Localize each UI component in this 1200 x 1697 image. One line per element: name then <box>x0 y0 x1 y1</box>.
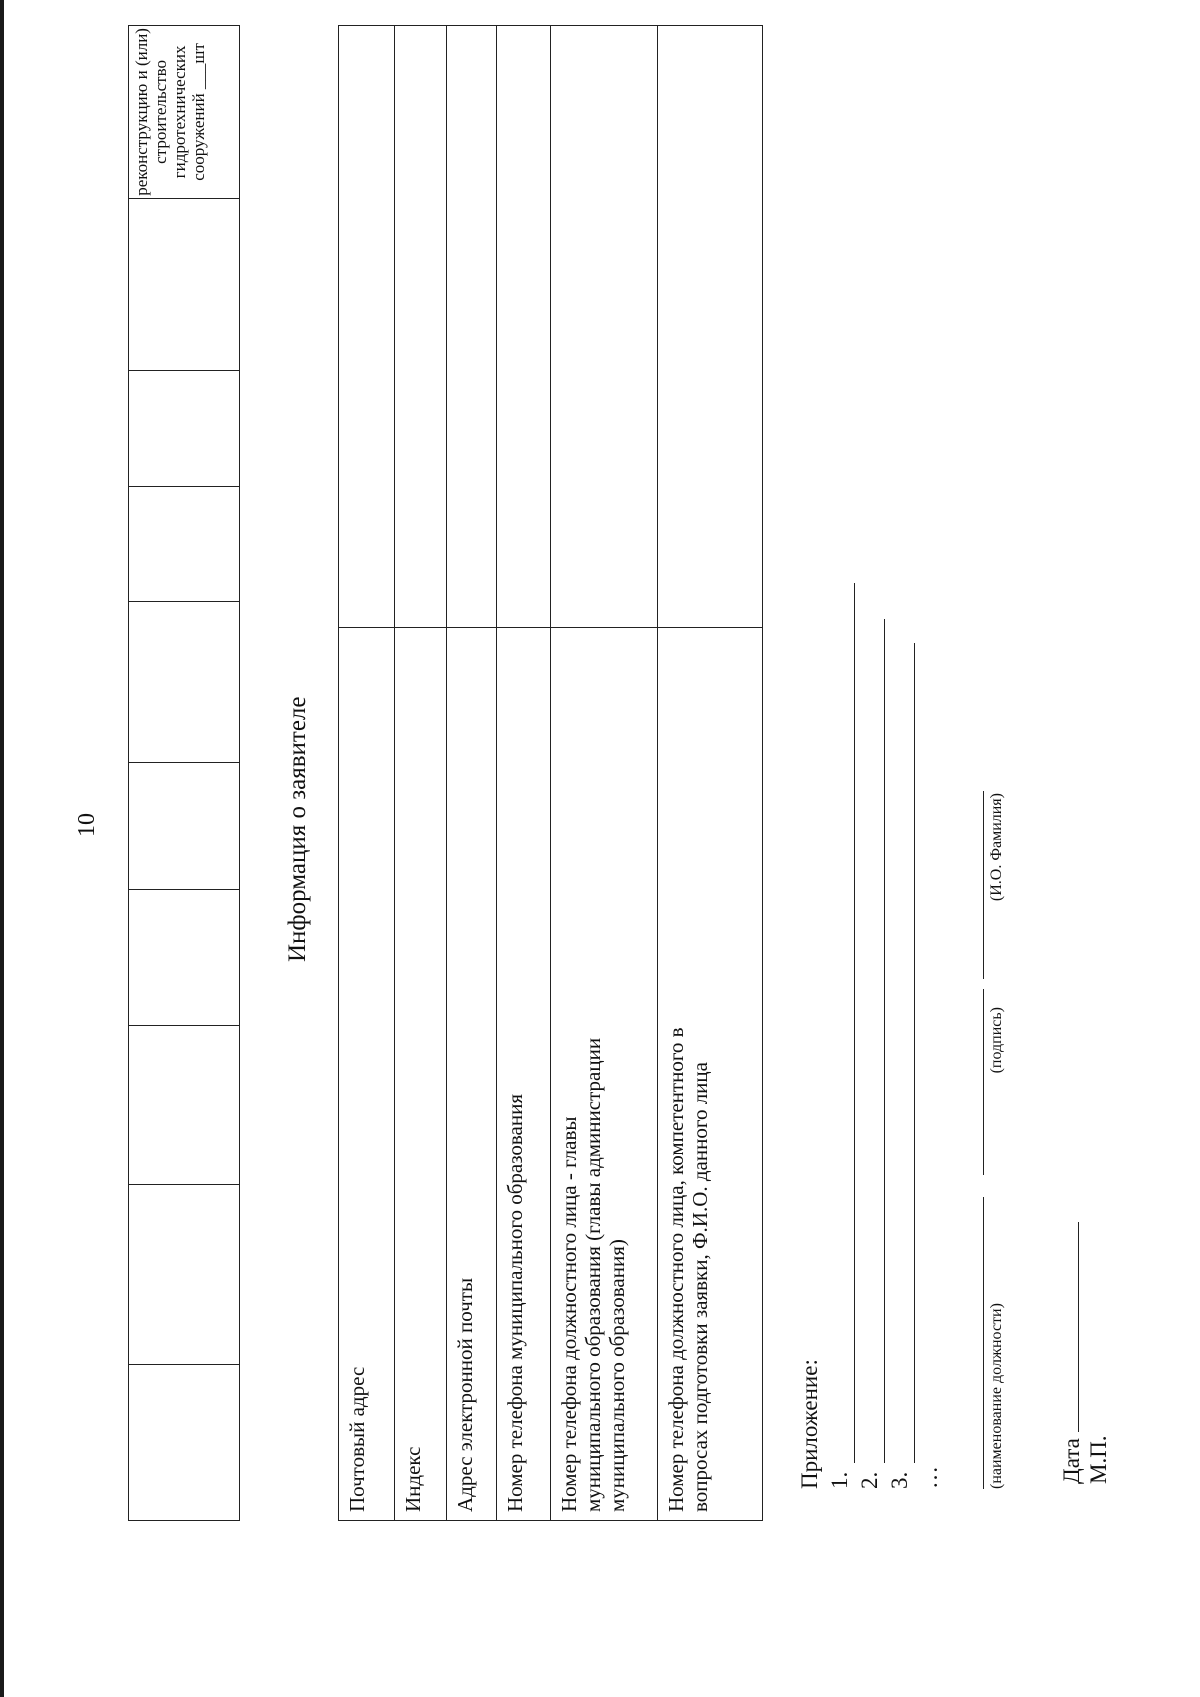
label-column <box>339 627 762 1520</box>
continuation-table <box>128 25 240 1521</box>
table-cell <box>129 1025 239 1184</box>
page-number: 10 <box>74 813 100 837</box>
row-label: Индекс <box>400 1446 425 1512</box>
value-column <box>339 26 762 627</box>
table-cell <box>129 198 239 370</box>
attachment-number: 1. <box>827 1471 852 1489</box>
attachment-blank-line[interactable] <box>833 583 855 1463</box>
value-cell-head-phone[interactable] <box>551 26 657 627</box>
info-row-index <box>395 628 447 1520</box>
row-label-line: Номер телефона должностного лица - главы <box>557 1116 582 1512</box>
cell-text-line: строительство <box>151 59 170 164</box>
row-label-line: Номер телефона должностного лица, компетентного в <box>663 1027 688 1512</box>
attachment-blank-line[interactable] <box>863 619 885 1463</box>
row-label: Почтовый адрес <box>345 1366 369 1512</box>
date-block <box>1058 1222 1112 1484</box>
date-label: Дата <box>1059 1438 1084 1484</box>
attachment-item <box>915 583 945 1489</box>
info-row-municipality-phone <box>497 628 551 1520</box>
row-label: Номер телефона муниципального образования <box>503 1094 528 1512</box>
value-cell-contact-phone[interactable] <box>658 26 762 627</box>
attachment-item <box>855 583 885 1489</box>
info-row-contact-phone <box>658 628 762 1520</box>
value-cell-municipality-phone[interactable] <box>497 26 551 627</box>
table-cell <box>129 889 239 1025</box>
value-cell-index[interactable] <box>395 26 447 627</box>
attachment-number: 3. <box>887 1471 912 1489</box>
row-label: Адрес электронной почты <box>452 1277 477 1512</box>
section-title: Информация о заявителе <box>284 696 311 962</box>
value-cell-postal-address[interactable] <box>339 26 395 627</box>
attachment-blank-line[interactable] <box>893 643 915 1463</box>
table-cell <box>129 762 239 889</box>
position-caption[interactable]: (наименование должности) <box>983 1197 1006 1489</box>
info-row-postal-address <box>339 628 395 1520</box>
table-cell <box>129 601 239 762</box>
table-cell-reconstruction <box>129 26 239 198</box>
row-label-line: муниципального образования) <box>605 1239 630 1512</box>
attachments-heading: Приложение: <box>797 1359 822 1489</box>
table-cell <box>129 370 239 486</box>
attachment-item <box>825 583 855 1489</box>
attachment-ellipsis: … <box>917 1466 942 1489</box>
table-cell <box>129 1184 239 1365</box>
signature-caption[interactable]: (подпись) <box>983 989 1006 1175</box>
cell-text-line: реконструкцию и (или) <box>132 28 151 196</box>
cell-text-line: сооружений ___шт <box>189 43 208 181</box>
row-label-line: вопросах подготовки заявки, Ф.И.О. данного лица <box>687 1062 712 1512</box>
attachment-item <box>885 583 915 1489</box>
seal-label: М.П. <box>1086 1435 1111 1484</box>
name-caption[interactable]: (И.О. Фамилия) <box>983 791 1006 979</box>
date-row <box>1058 1222 1085 1484</box>
table-cell <box>129 1364 239 1520</box>
attachments-block <box>795 583 945 1489</box>
date-blank-line[interactable] <box>1059 1222 1079 1432</box>
applicant-info-table <box>338 25 763 1521</box>
info-row-email <box>447 628 498 1520</box>
info-row-head-phone <box>551 628 657 1520</box>
value-cell-email[interactable] <box>447 26 498 627</box>
cell-text-line: гидротехнических <box>170 45 189 179</box>
table-cell <box>129 486 239 601</box>
row-label-line: муниципального образования (главы администрации <box>581 1037 606 1512</box>
attachment-number: 2. <box>857 1471 882 1489</box>
